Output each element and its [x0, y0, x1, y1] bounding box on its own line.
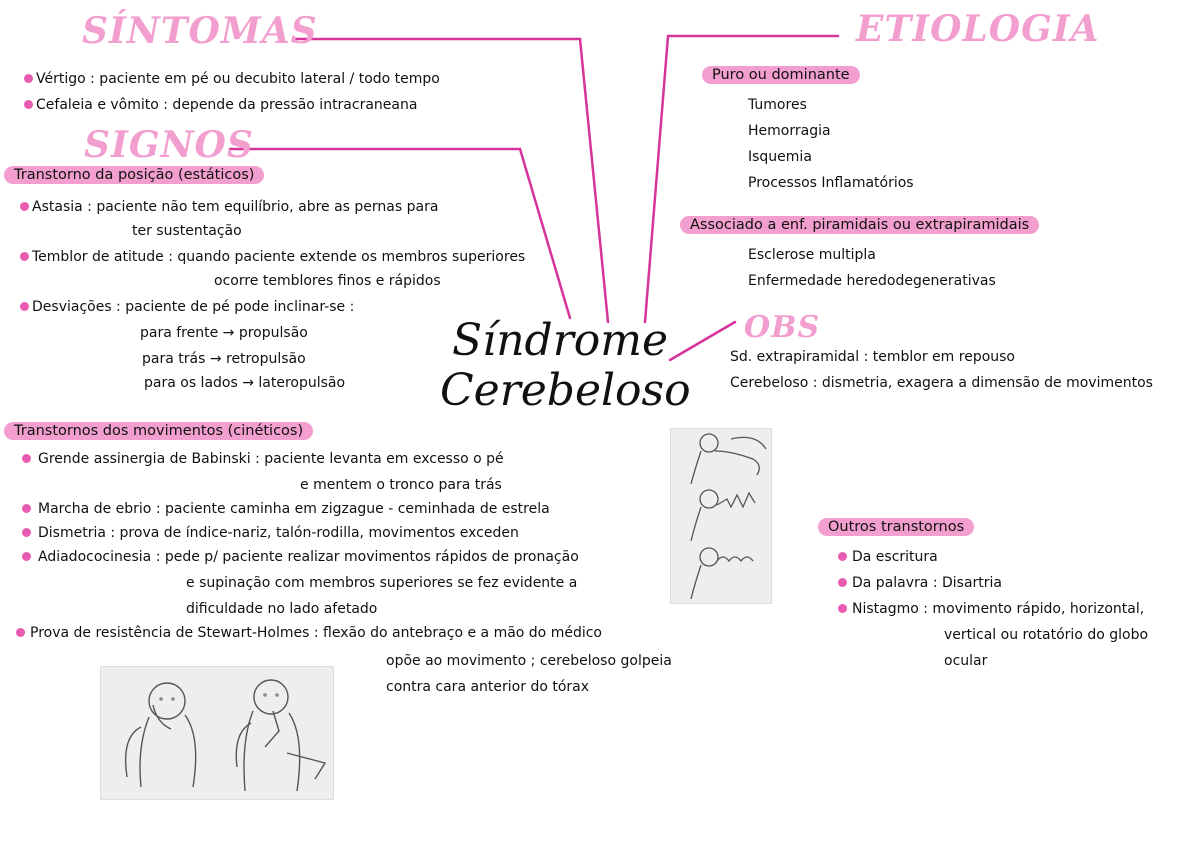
outros-label: Outros transtornos [818, 518, 974, 536]
sintomas-item-vertigo: Vértigo : paciente em pé ou decubito lateral / todo tempo [36, 71, 440, 87]
desviacoes-line2: para frente → propulsão [140, 325, 308, 341]
obs-title: OBS [744, 310, 821, 345]
stewart-holmes-illustration [100, 666, 334, 800]
desviacoes-line4: para os lados → lateropulsão [144, 375, 346, 391]
bullet [24, 100, 33, 109]
bullet [22, 454, 31, 463]
temblor-line1: Temblor de atitude : quando paciente extende os membros superiores [32, 249, 526, 265]
puro-item-processos: Processos Inflamatórios [748, 175, 914, 191]
associado-item-esclerose: Esclerose multipla [748, 247, 876, 263]
etiologia-title: ETIOLOGIA [856, 8, 1100, 50]
outros-nistagmo-line2: vertical ou rotatório do globo [944, 627, 1149, 643]
desviacoes-line3: para trás → retropulsão [142, 351, 306, 367]
stewart-line3: contra cara anterior do tórax [386, 679, 590, 695]
assinergia-line1: Grende assinergia de Babinski : paciente levanta em excesso o pé [38, 451, 504, 467]
adiadococinesia-line2: e supinação com membros superiores se fez evidente a [186, 575, 578, 591]
obs-line2: Cerebeloso : dismetria, exagera a dimensão de movimentos [730, 375, 1153, 391]
adiadococinesia-line3: dificuldade no lado afetado [186, 601, 378, 617]
outros-nistagmo-line3: ocular [944, 653, 988, 669]
bullet [838, 578, 847, 587]
bullet [838, 552, 847, 561]
desviacoes-line1: Desviações : paciente de pé pode inclinar-se : [32, 299, 355, 315]
finger-nose-illustration [670, 428, 772, 604]
center-title-line2: Cerebeloso [440, 365, 691, 416]
puro-item-isquemia: Isquemia [748, 149, 812, 165]
bullet [16, 628, 25, 637]
bullet [838, 604, 847, 613]
dismetria-line: Dismetria : prova de índice-nariz, talón-rodilla, movimentos exceden [38, 525, 519, 541]
center-title-line1: Síndrome [451, 315, 668, 366]
associado-item-enfermedade: Enfermedade heredodegenerativas [748, 273, 996, 289]
puro-label: Puro ou dominante [702, 66, 860, 84]
stewart-line1: Prova de resistência de Stewart-Holmes : flexão do antebraço e a mão do médico [30, 625, 602, 641]
outros-item-palavra: Da palavra : Disartria [852, 575, 1002, 591]
temblor-line2: ocorre temblores finos e rápidos [214, 273, 441, 289]
astasia-line2: ter sustentação [132, 223, 242, 239]
puro-item-hemorragia: Hemorragia [748, 123, 831, 139]
stewart-line2: opõe ao movimento ; cerebeloso golpeia [386, 653, 672, 669]
bullet [20, 202, 29, 211]
center-title [440, 315, 691, 416]
adiadococinesia-line1: Adiadococinesia : pede p/ paciente realizar movimentos rápidos de pronação [38, 549, 579, 565]
signos-title: SIGNOS [84, 124, 254, 166]
bullet [20, 302, 29, 311]
marcha-line: Marcha de ebrio : paciente caminha em zigzague - ceminhada de estrela [38, 501, 550, 517]
obs-line1: Sd. extrapiramidal : temblor em repouso [730, 349, 1015, 365]
assinergia-line2: e mentem o tronco para trás [300, 477, 502, 493]
bullet [22, 552, 31, 561]
bullet [22, 504, 31, 513]
posicao-label: Transtorno da posição (estáticos) [4, 166, 264, 184]
associado-label: Associado a enf. piramidais ou extrapiramidais [680, 216, 1039, 234]
movimentos-label: Transtornos dos movimentos (cinéticos) [4, 422, 313, 440]
sintomas-title: SÍNTOMAS [82, 10, 318, 52]
bullet [20, 252, 29, 261]
bullet [22, 528, 31, 537]
outros-item-escritura: Da escritura [852, 549, 938, 565]
outros-item-nistagmo: Nistagmo : movimento rápido, horizontal, [852, 601, 1145, 617]
bullet [24, 74, 33, 83]
astasia-line1: Astasia : paciente não tem equilíbrio, abre as pernas para [32, 199, 439, 215]
sintomas-item-cefaleia: Cefaleia e vômito : depende da pressão intracraneana [36, 97, 418, 113]
puro-item-tumores: Tumores [748, 97, 807, 113]
